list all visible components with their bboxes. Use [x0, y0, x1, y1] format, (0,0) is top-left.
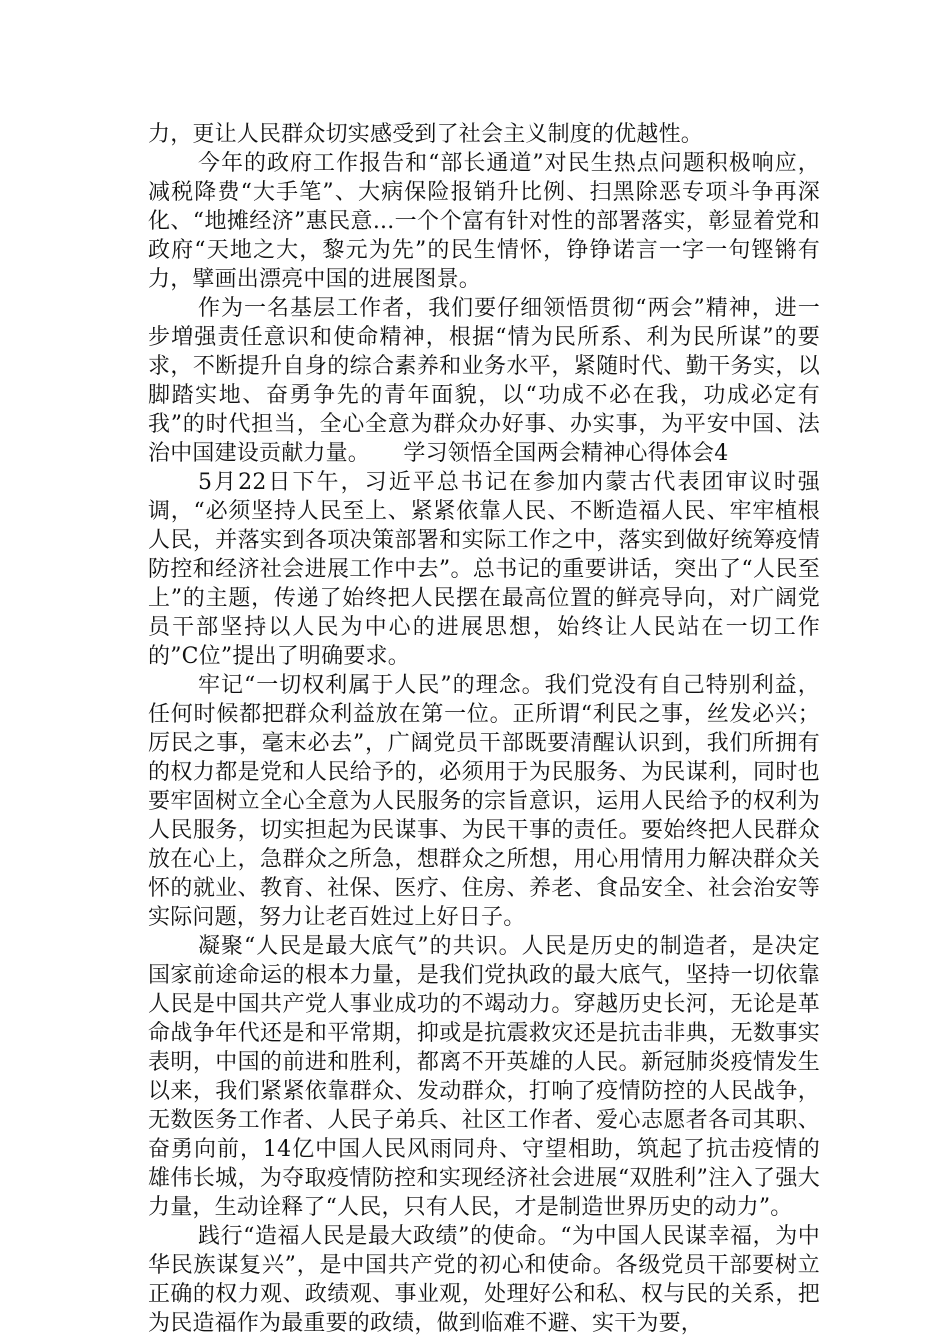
document-body	[148, 120, 820, 1338]
paragraph-2: 今年的政府工作报告和“部长通道”对民生热点问题积极响应，减税降费“大手笔”、大病保险报销升比例、扫黑除恶专项斗争再深化、“地摊经济”惠民意...一个个富有针对性的部署落实，彰显着党和政府“天地之大，黎元为先”的民生情怀，铮铮诺言一字一句铿锵有力，擘画出漂亮中国的进展图景。	[148, 151, 820, 292]
paragraph-5: 牢记“一切权利属于人民”的理念。我们党没有自己特别利益，任何时候都把群众利益放在第一位。正所谓“利民之事，丝发必兴；厉民之事，毫末必去”，广阔党员干部既要清醒认识到，我们所拥有的权力都是党和人民给予的，必须用于为民服务、为民谋利，同时也要牢固树立全心全意为人民服务的宗旨意识，运用人民给予的权利为人民服务，切实担起为民谋事、为民干事的责任。要始终把人民群众放在心上，急群众之所急，想群众之所想，用心用情用力解决群众关怀的就业、教育、社保、医疗、住房、养老、食品安全、社会治安等实际问题，努力让老百姓过上好日子。	[148, 673, 820, 930]
paragraph-6: 凝聚“人民是最大底气”的共识。人民是历史的制造者，是决定国家前途命运的根本力量，是我们党执政的最大底气，坚持一切依靠人民是中国共产党人事业成功的不竭动力。穿越历史长河，无论是革命战争年代还是和平常期，抑或是抗震救灾还是抗击非典，无数事实表明，中国的前进和胜利，都离不开英雄的人民。新冠肺炎疫情发生以来，我们紧紧依靠群众、发动群众，打响了疫情防控的人民战争，无数医务工作者、人民子弟兵、社区工作者、爱心志愿者各司其职、奋勇向前，14亿中国人民风雨同舟、守望相助，筑起了抗击疫情的雄伟长城，为夺取疫情防控和实现经济社会进展“双胜利”注入了强大力量，生动诠释了“人民，只有人民，才是制造世界历史的动力”。	[148, 934, 820, 1220]
paragraph-3: 作为一名基层工作者，我们要仔细领悟贯彻“两会”精神，进一步増强责任意识和使命精神，根据“情为民所系、利为民所谋”的要求，不断提升自身的综合素养和业务水平，紧随时代、勤干务实，以脚踏实地、奋勇争先的青年面貌，以“功成不必在我，功成必定有我”的时代担当，全心全意为群众办好事、办实事，为平安中国、法治中国建设贡献力量。 学习领悟全国两会精神心得体会4	[148, 296, 820, 466]
paragraph-7: 践行“造福人民是最大政绩”的使命。“为中国人民谋幸福，为中华民族谋复兴”，是中国共产党的初心和使命。各级党员干部要树立正确的权力观、政绩观、事业观，处理好公和私、权与民的关系，把为民造福作为最重要的政绩，做到临难不避、实干为要，	[148, 1224, 820, 1336]
paragraph-4: 5月22日下午，习近平总书记在参加内蒙古代表团审议时强调，“必须坚持人民至上、紧紧依靠人民、不断造福人民、牢牢植根人民，并落实到各项决策部署和实际工作之中，落实到做好统筹疫情防控和经济社会进展工作中去”。总书记的重要讲话，突出了“人民至上”的主题，传递了始终把人民摆在最高位置的鲜亮导向，对广阔党员干部坚持以人民为中心的进展思想，始终让人民站在一切工作的”C位”提出了明确要求。	[148, 470, 820, 669]
paragraph-1: 力，更让人民群众切实感受到了社会主义制度的优越性。	[148, 122, 704, 147]
